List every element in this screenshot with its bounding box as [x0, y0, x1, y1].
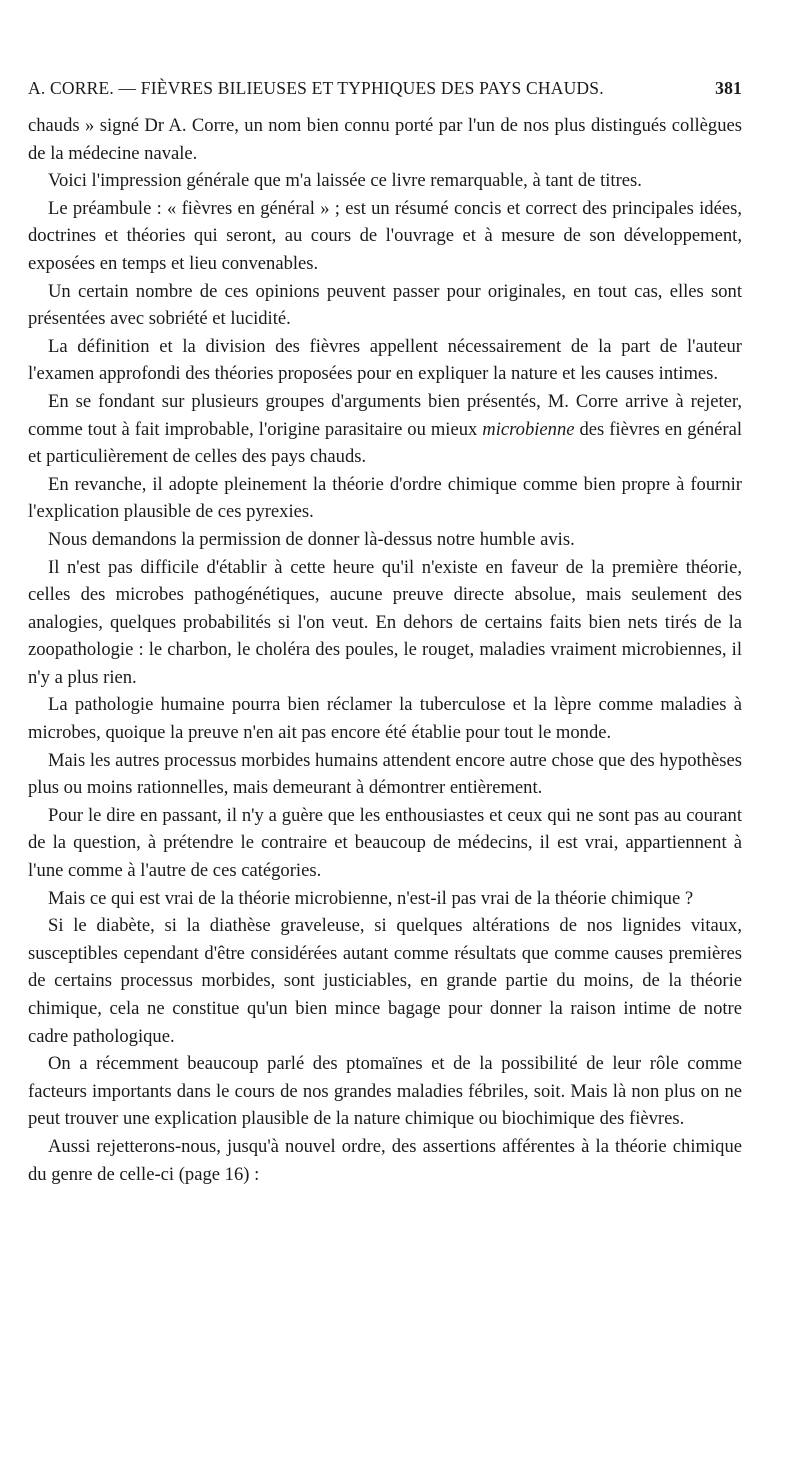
- paragraph: La définition et la division des fièvres appellent nécessairement de la part de l'auteur l'examen approfondi des théories proposées pour en expliquer la nature et les causes intimes.: [28, 335, 742, 385]
- running-header: [28, 78, 742, 104]
- paragraph-text: En se fondant sur plusieurs groupes d'arguments bien présentés, M. Corre arrive à rejeter, comme tout à fait improbable, l'origine parasitaire ou mieux: [28, 390, 742, 440]
- document-page: [28, 78, 742, 1188]
- paragraph: Mais ce qui est vrai de la théorie microbienne, n'est-il pas vrai de la théorie chimique ?: [48, 887, 694, 909]
- running-title: A. CORRE. — FIÈVRES BILIEUSES ET TYPHIQUES DES PAYS CHAUDS.: [28, 78, 604, 98]
- paragraph: [28, 388, 742, 471]
- paragraph: Un certain nombre de ces opinions peuvent passer pour originales, en tout cas, elles sont présentées avec sobriété et lucidité.: [28, 280, 742, 330]
- paragraph: Mais les autres processus morbides humains attendent encore autre chose que des hypothèses plus ou moins rationnelles, mais demeurant à démontrer entièrement.: [28, 749, 742, 799]
- paragraph: On a récemment beaucoup parlé des ptomaïnes et de la possibilité de leur rôle comme facteurs importants dans le cours de nos grandes maladies fébriles, soit. Mais là non plus on ne peut trouver une explication plausible de la nature chimique ou biochimique des fièvres.: [28, 1053, 742, 1130]
- paragraph: Voici l'impression générale que m'a laissée ce livre remarquable, à tant de titres.: [48, 170, 642, 192]
- page-number: 381: [715, 78, 742, 98]
- paragraph: Nous demandons la permission de donner là-dessus notre humble avis.: [48, 528, 575, 550]
- paragraph: Il n'est pas difficile d'établir à cette heure qu'il n'existe en faveur de la première théorie, celles des microbes pathogénétiques, aucune preuve directe absolue, mais seulement des analogies, quelques probabilités si l'on veut. En dehors de certains faits bien nets tirés de la zoopathologie : le charbon, le choléra des poules, le rouget, maladies vraiment microbiennes, il n'y a plus rien.: [28, 556, 742, 688]
- paragraph: chauds » signé Dr A. Corre, un nom bien connu porté par l'un de nos plus distingués collègues de la médecine navale.: [28, 115, 742, 164]
- paragraph: Le préambule : « fièvres en général » ; est un résumé concis et correct des principales idées, doctrines et théories qui seront, au cours de l'ouvrage et à mesure de son développement, exposées en temps et lieu convenables.: [28, 197, 742, 274]
- paragraph: La pathologie humaine pourra bien réclamer la tuberculose et la lèpre comme maladies à microbes, quoique la preuve n'en ait pas encore été établie pour tout le monde.: [28, 694, 742, 744]
- emphasis-text: microbienne: [482, 418, 575, 440]
- paragraph: Aussi rejetterons-nous, jusqu'à nouvel ordre, des assertions afférentes à la théorie chimique du genre de celle-ci (page 16) :: [28, 1135, 742, 1185]
- body-text: [28, 112, 742, 1188]
- paragraph-text: des fièvres en général et particulièrement de celles des pays chauds.: [28, 418, 742, 468]
- paragraph: Si le diabète, si la diathèse graveleuse, si quelques altérations de nos lignides vitaux, susceptibles cependant d'être considérées autant comme résultats que comme causes premières de certains processus morbides, sont justiciables, en grande partie du moins, de la théorie chimique, cela ne constitue qu'un bien mince bagage pour donner la raison intime de notre cadre pathologique.: [28, 915, 742, 1047]
- paragraph: En revanche, il adopte pleinement la théorie d'ordre chimique comme bien propre à fournir l'explication plausible de ces pyrexies.: [28, 473, 742, 523]
- paragraph: Pour le dire en passant, il n'y a guère que les enthousiastes et ceux qui ne sont pas au courant de la question, à prétendre le contraire et beaucoup de médecins, il est vrai, appartiennent à l'une comme à l'autre de ces catégories.: [28, 804, 742, 882]
